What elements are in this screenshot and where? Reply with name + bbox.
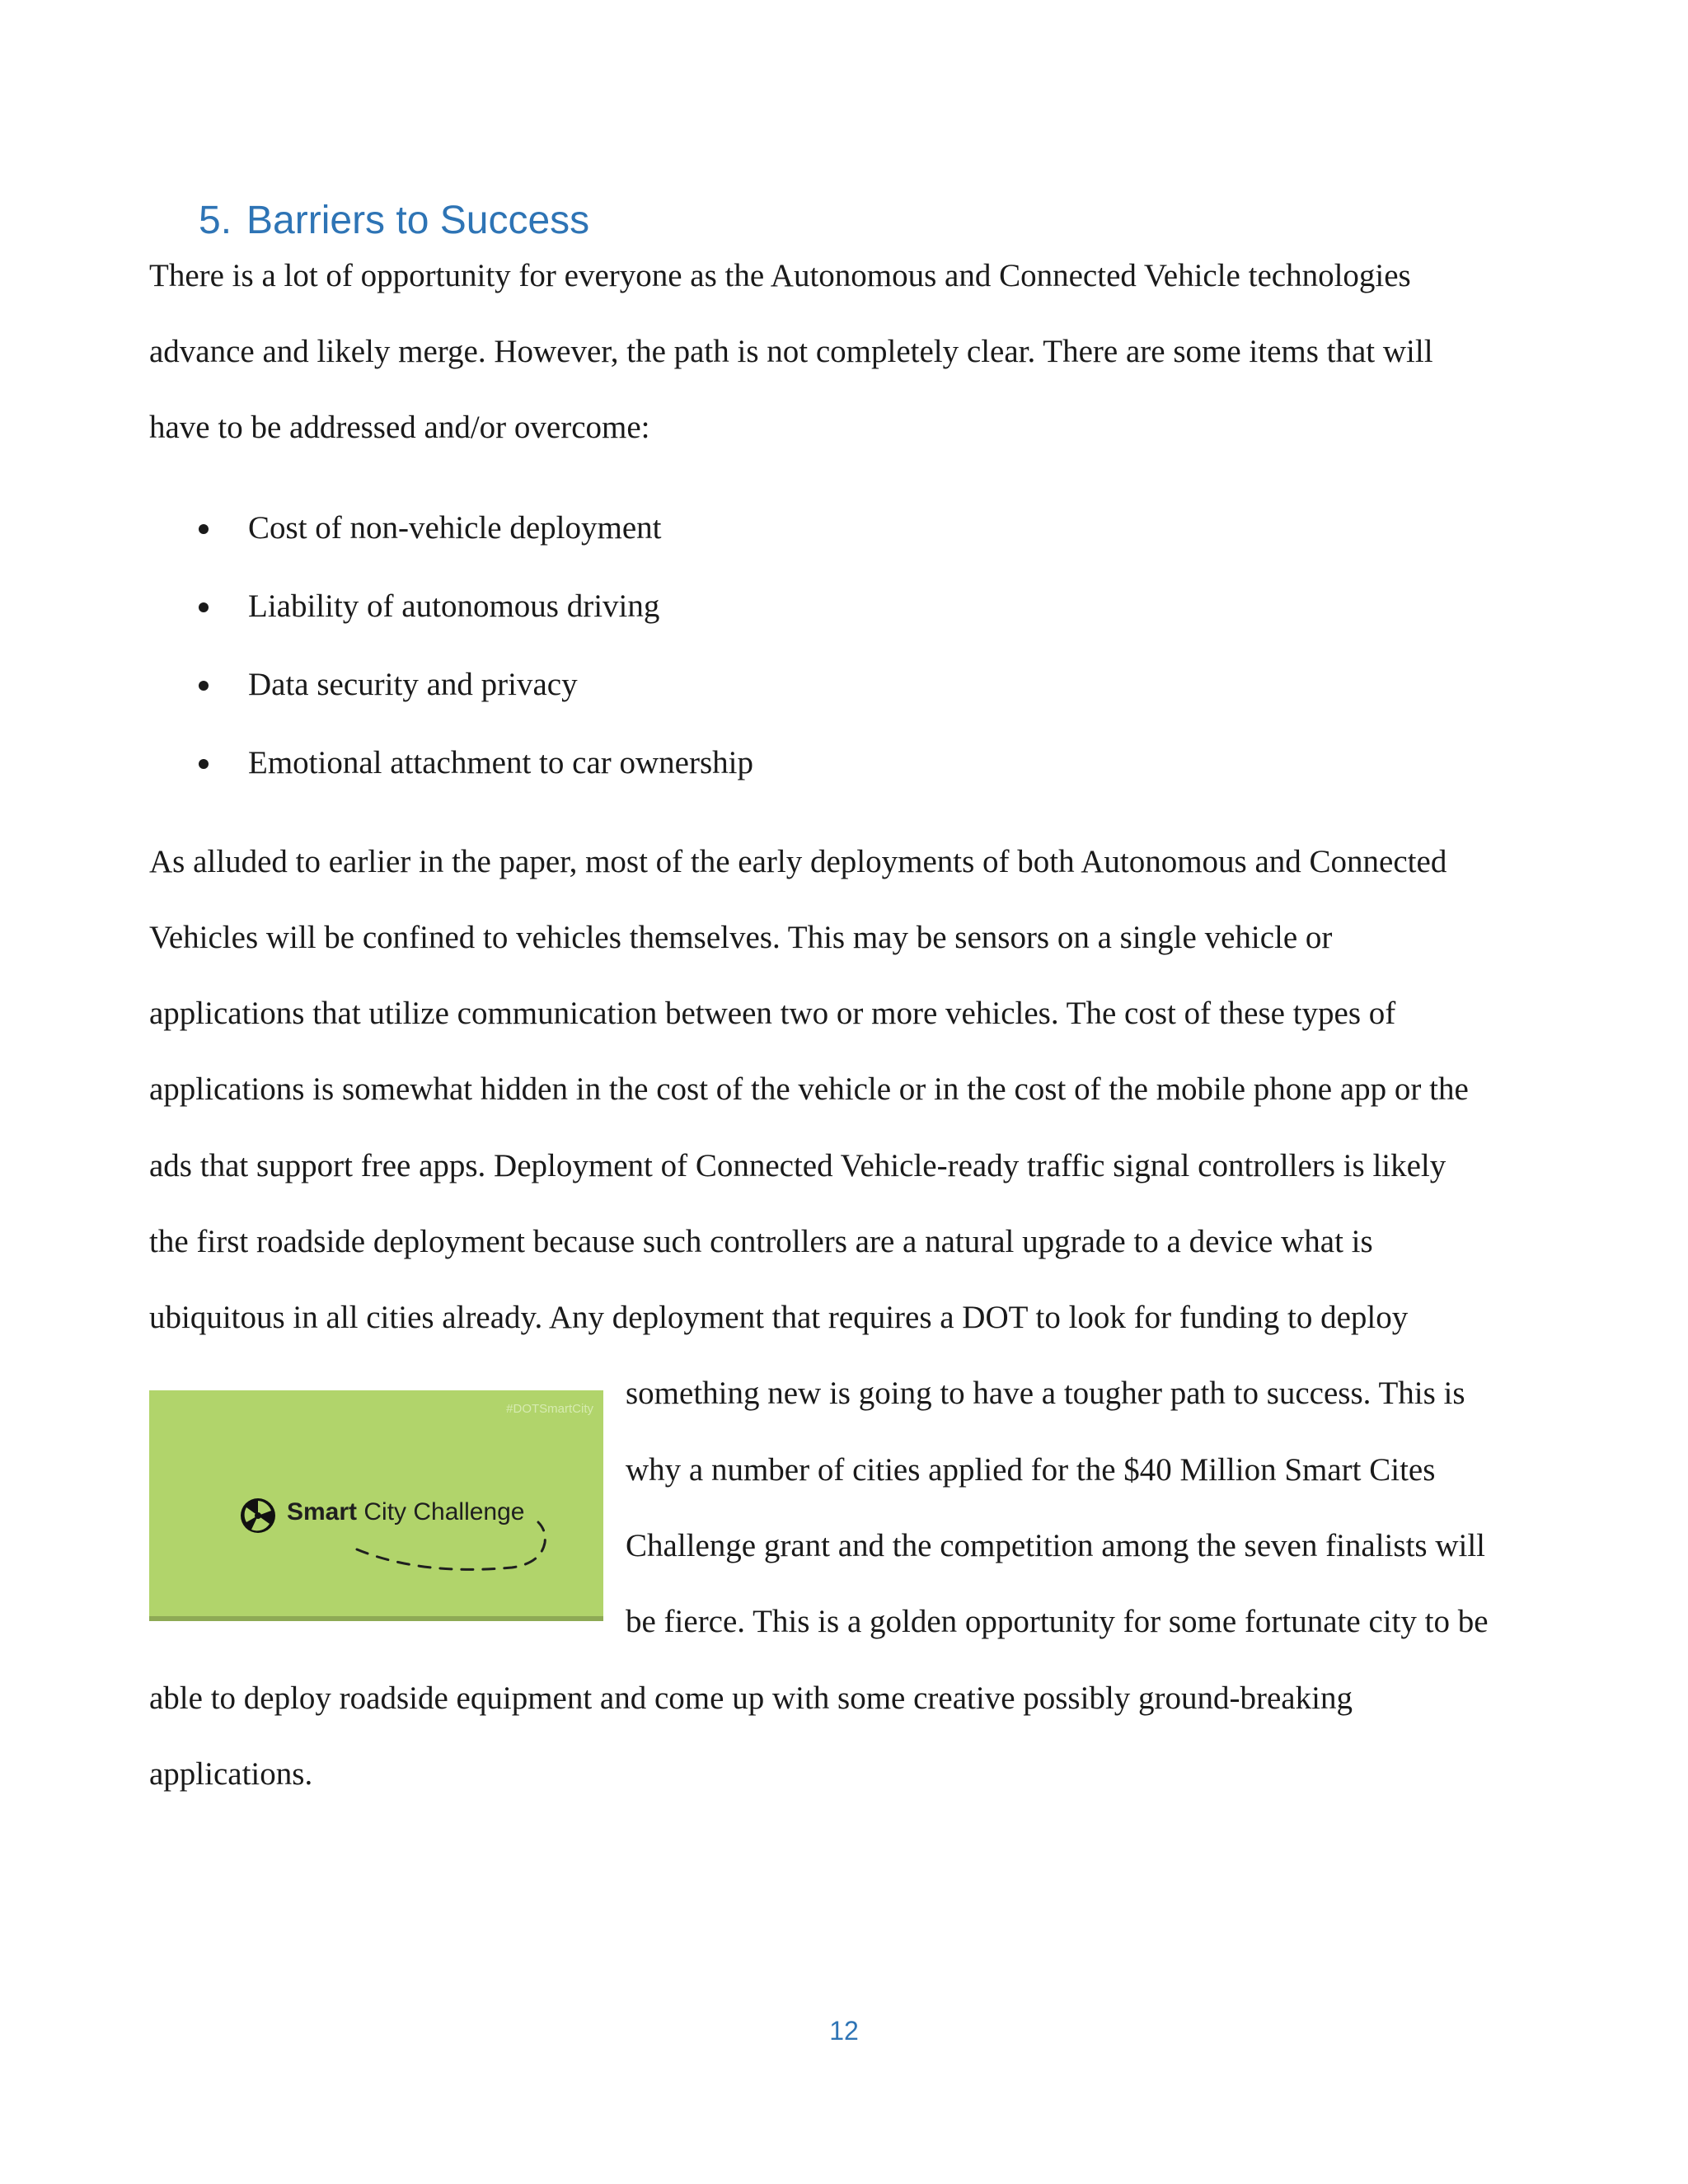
section-heading [199,199,589,243]
body-line: Vehicles will be confined to vehicles themselves. This may be sensors on a single vehicle or [149,920,1333,955]
wrap-line: Challenge grant and the competition among the seven finalists will [626,1528,1486,1563]
intro-line: advance and likely merge. However, the path is not completely clear. There are some items that will [149,334,1433,369]
section-title: Barriers to Success [246,199,590,242]
banner-hashtag: #DOTSmartCity [506,1402,593,1416]
list-item-text: Emotional attachment to car ownership [248,745,753,780]
tail-line: applications. [149,1756,313,1792]
intro-line: have to be addressed and/or overcome: [149,410,650,445]
body-line: ubiquitous in all cities already. Any deployment that requires a DOT to look for funding to deploy [149,1300,1409,1335]
intro-line: There is a lot of opportunity for everyone as the Autonomous and Connected Vehicle technologies [149,258,1411,293]
bullet-icon [199,681,209,691]
body-line: ads that support free apps. Deployment of Connected Vehicle-ready traffic signal controllers is likely [149,1148,1447,1183]
smart-city-challenge-banner [149,1390,603,1621]
list-item-text: Liability of autonomous driving [248,588,660,624]
section-number: 5. [199,199,232,242]
body-line: applications that utilize communication between two or more vehicles. The cost of these types of [149,996,1396,1031]
list-item-text: Data security and privacy [248,667,578,702]
banner-title-rest: City Challenge [357,1498,525,1526]
wrap-line: be fierce. This is a golden opportunity for some fortunate city to be [626,1604,1489,1639]
bullet-icon [199,524,209,534]
tail-line: able to deploy roadside equipment and come up with some creative possibly ground-breaking [149,1680,1353,1716]
list-item-text: Cost of non-vehicle deployment [248,510,662,546]
bullet-icon [199,602,209,612]
body-line: applications is somewhat hidden in the cost of the vehicle or in the cost of the mobile phone app or the [149,1071,1469,1107]
dashed-path-icon [149,1390,603,1616]
bullet-icon [199,759,209,769]
page-number: 12 [829,2016,859,2046]
body-line: As alluded to earlier in the paper, most of the early deployments of both Autonomous and Connected [149,844,1447,879]
wrap-line: why a number of cities applied for the $40 Million Smart Cites [626,1452,1436,1488]
banner-title-bold: Smart [287,1498,358,1526]
body-line: the first roadside deployment because such controllers are a natural upgrade to a device what is [149,1224,1373,1259]
wrap-line: something new is going to have a tougher path to success. This is [626,1376,1465,1411]
